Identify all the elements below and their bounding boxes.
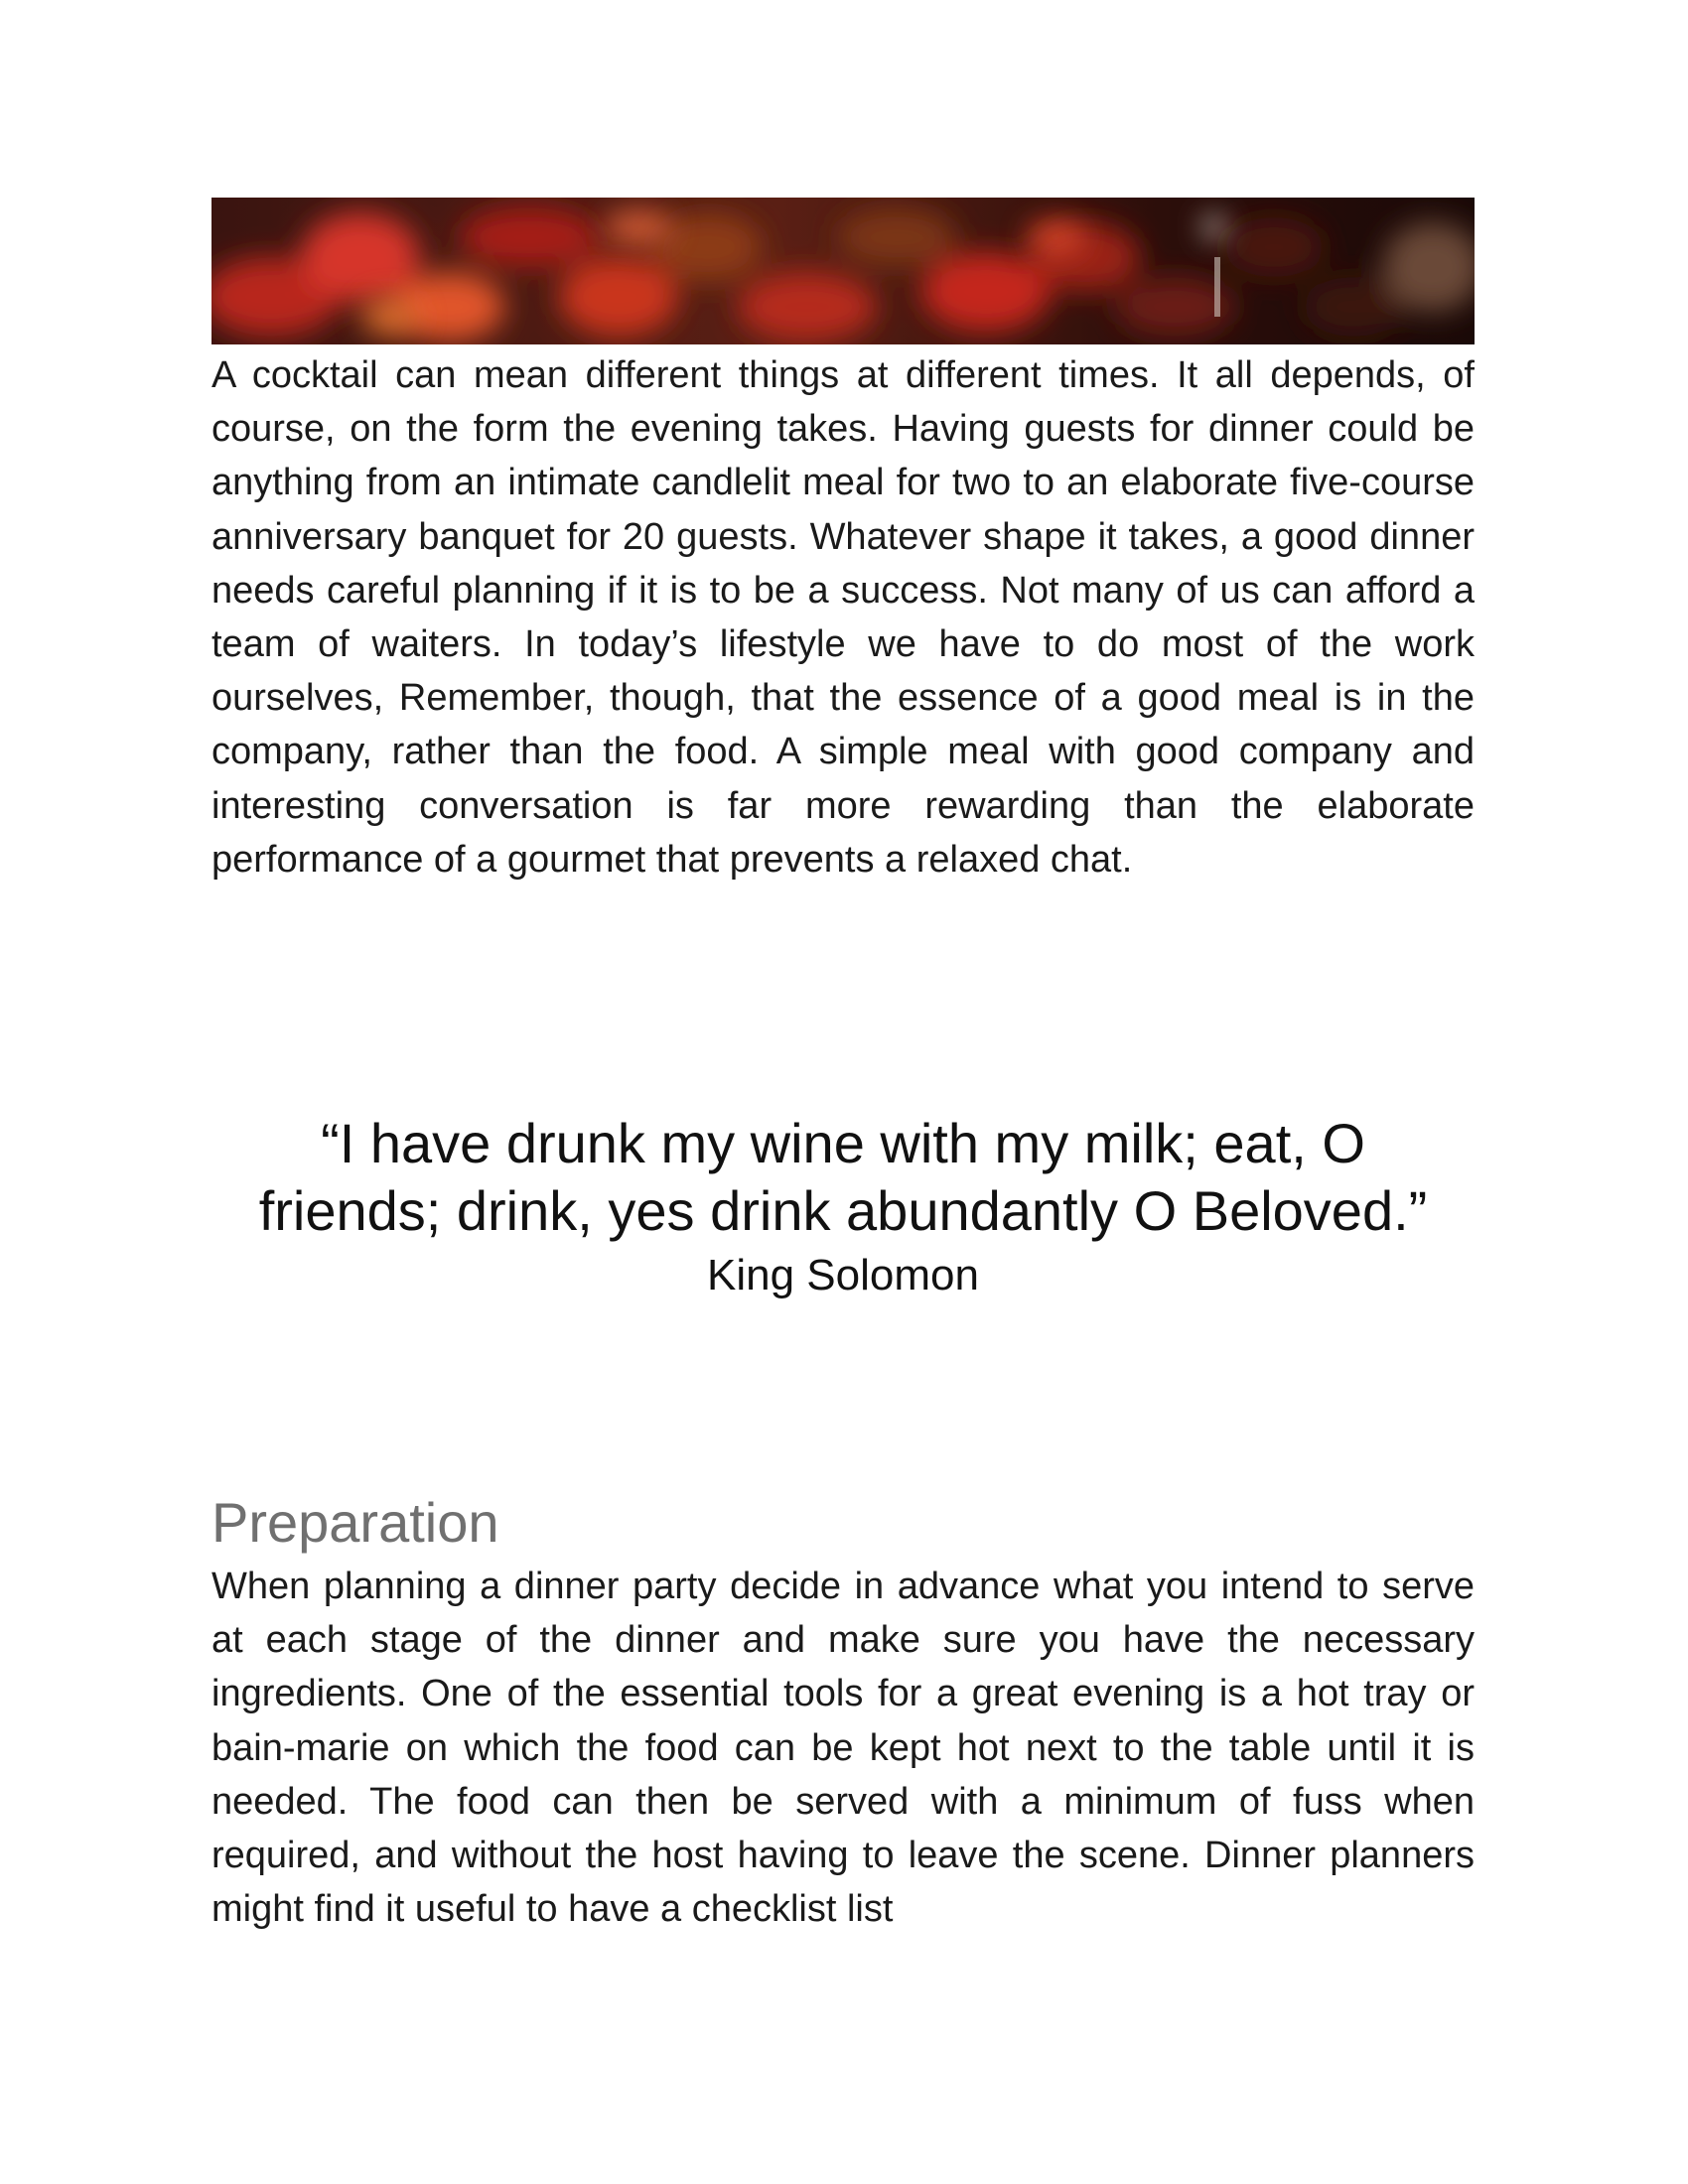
intro-paragraph: A cocktail can mean different things at different times. It all depends, of course, on the form the evening takes. Having guests for dinner could be anything from an intimate candlelit meal for two to an elaborate five-course anniversary banquet for 20 guests. Whatever shape it takes, a good dinner needs careful planning if it is to be a success. Not many of us can afford a team of waiters. In today’s lifestyle we have to do most of the work ourselves, Remember, though, that the essence of a good meal is in the company, rather than the food. A simple meal with good company and interesting conversation is far more rewarding than the elaborate performance of a gourmet that prevents a relaxed chat.: [211, 354, 1475, 881]
cocktail-photo-banner: [211, 198, 1475, 344]
quote-line-1: “I have drunk my wine with my milk; eat, O: [321, 1112, 1365, 1174]
section-heading-preparation: Preparation: [211, 1491, 499, 1554]
quote-text: [211, 1110, 1475, 1245]
quote-line-2: friends; drink, yes drink abundantly O Beloved.”: [258, 1179, 1428, 1242]
quote-author: King Solomon: [707, 1251, 979, 1299]
preparation-paragraph: When planning a dinner party decide in advance what you intend to serve at each stage of the dinner and make sure you have the necessary ingredients. One of the essential tools for a great evening is a hot tray or bain-marie on which the food can be kept hot next to the table until it is needed. The food can then be served with a minimum of fuss when required, and without the host having to leave the scene. Dinner planners might find it useful to have a checklist list: [211, 1566, 1475, 1931]
quote-block: [211, 1110, 1475, 1306]
